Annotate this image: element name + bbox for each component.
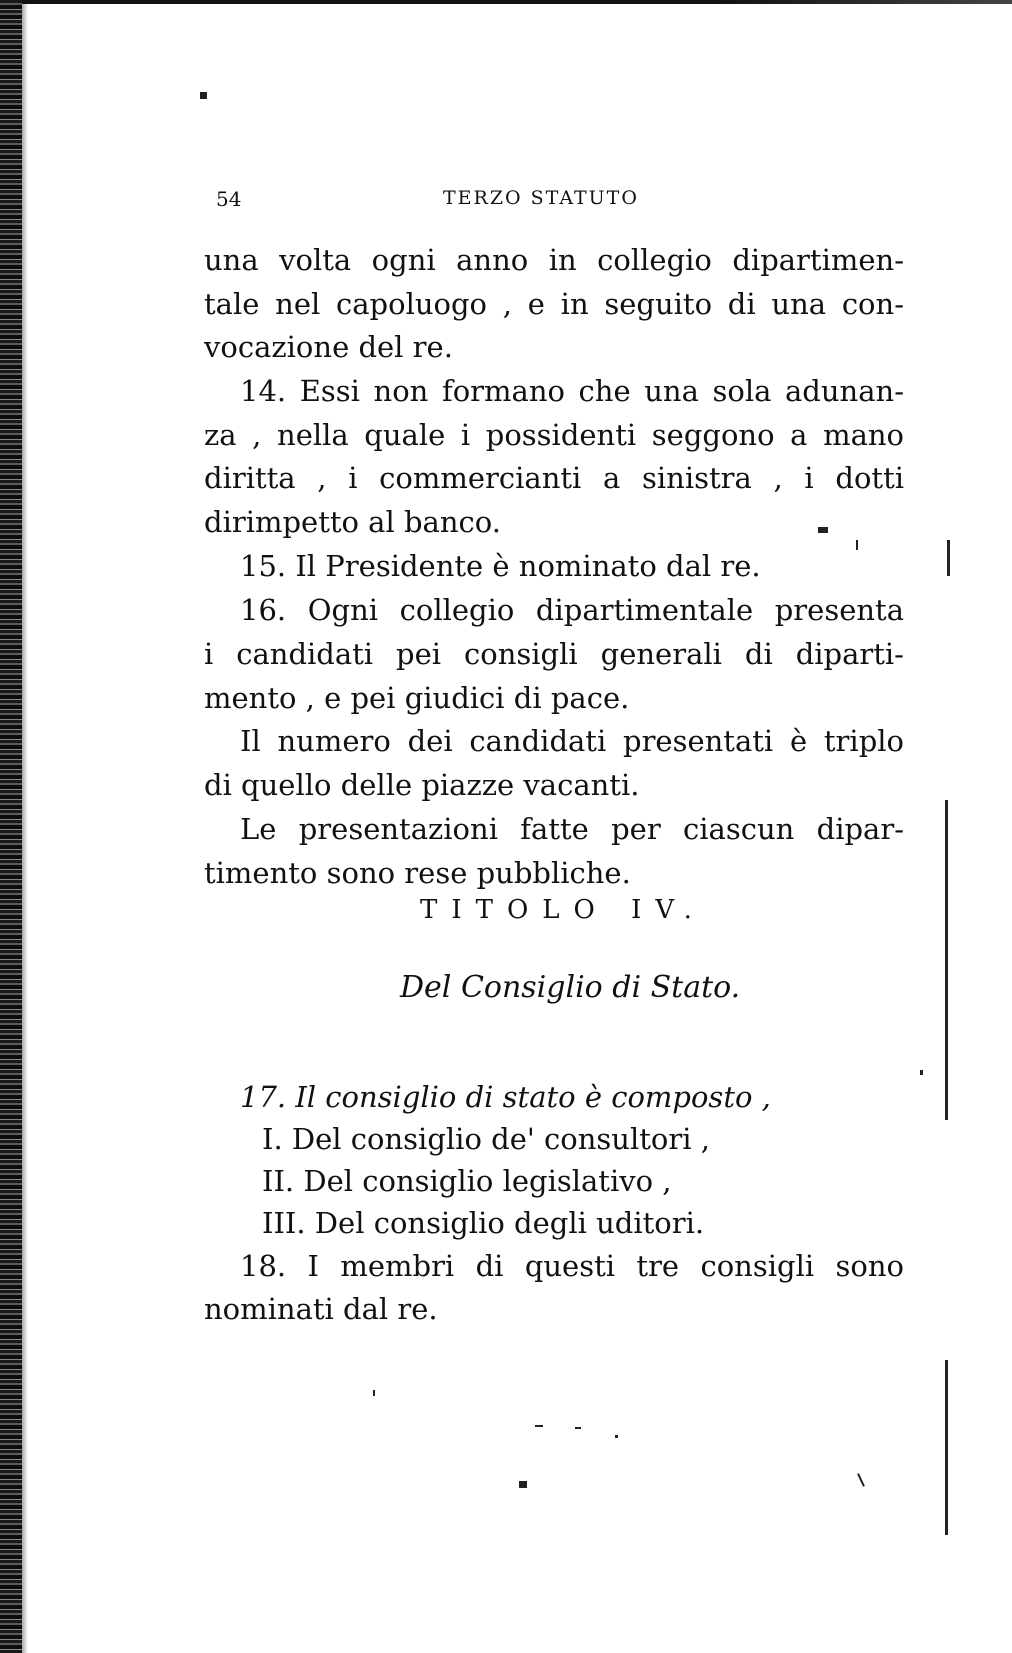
- section-subtitle: Del Consiglio di Stato.: [400, 970, 741, 1005]
- page-number: 54: [216, 187, 242, 211]
- scan-speck: [519, 1481, 527, 1488]
- body-line: di quello delle piazze vacanti.: [204, 768, 640, 802]
- scan-speck: [947, 540, 950, 576]
- body-line: Le presentazioni fatte per ciascun dipar-: [240, 812, 904, 846]
- body-line: 17. Il consiglio di stato è composto ,: [240, 1080, 771, 1114]
- body-line: nominati dal re.: [204, 1292, 438, 1326]
- scan-speck: [945, 1360, 948, 1535]
- scan-speck: [945, 800, 948, 1120]
- scan-speck: [200, 92, 207, 99]
- body-line: III. Del consiglio degli uditori.: [262, 1206, 705, 1240]
- body-line: mento , e pei giudici di pace.: [204, 681, 630, 715]
- body-line: diritta , i commercianti a sinistra , i dotti: [204, 461, 904, 495]
- section-title: TITOLO IV.: [420, 895, 706, 925]
- body-line: 14. Essi non formano che una sola adunan-: [240, 374, 904, 408]
- scan-speck: [575, 1427, 581, 1429]
- scan-speck: [373, 1390, 375, 1396]
- body-line: dirimpetto al banco.: [204, 505, 501, 539]
- body-line: una volta ogni anno in collegio dipartimen-: [204, 243, 904, 277]
- scan-speck: [856, 540, 858, 550]
- body-line: vocazione del re.: [204, 330, 453, 364]
- body-line: tale nel capoluogo , e in seguito di una con-: [204, 287, 904, 321]
- running-head: TERZO STATUTO: [443, 187, 639, 209]
- scan-speck: [615, 1435, 618, 1438]
- body-line: 16. Ogni collegio dipartimentale presenta: [240, 593, 904, 627]
- body-line: II. Del consiglio legislativo ,: [262, 1164, 672, 1198]
- body-line: Il numero dei candidati presentati è triplo: [240, 724, 904, 758]
- body-line: i candidati pei consigli generali di diparti-: [204, 637, 904, 671]
- body-line: timento sono rese pubbliche.: [204, 856, 631, 890]
- scan-speck: [818, 527, 828, 533]
- page-header: [216, 187, 736, 217]
- body-line: 18. I membri di questi tre consigli sono: [240, 1249, 904, 1283]
- body-line: za , nella quale i possidenti seggono a mano: [204, 418, 904, 452]
- scan-speck: [857, 1473, 865, 1487]
- scan-binding-edge: [0, 0, 22, 1653]
- scan-speck: [920, 1070, 923, 1075]
- body-line: I. Del consiglio de' consultori ,: [262, 1122, 710, 1156]
- scan-top-edge: [22, 0, 1012, 4]
- scan-speck: [535, 1425, 543, 1427]
- body-line: 15. Il Presidente è nominato dal re.: [240, 549, 761, 583]
